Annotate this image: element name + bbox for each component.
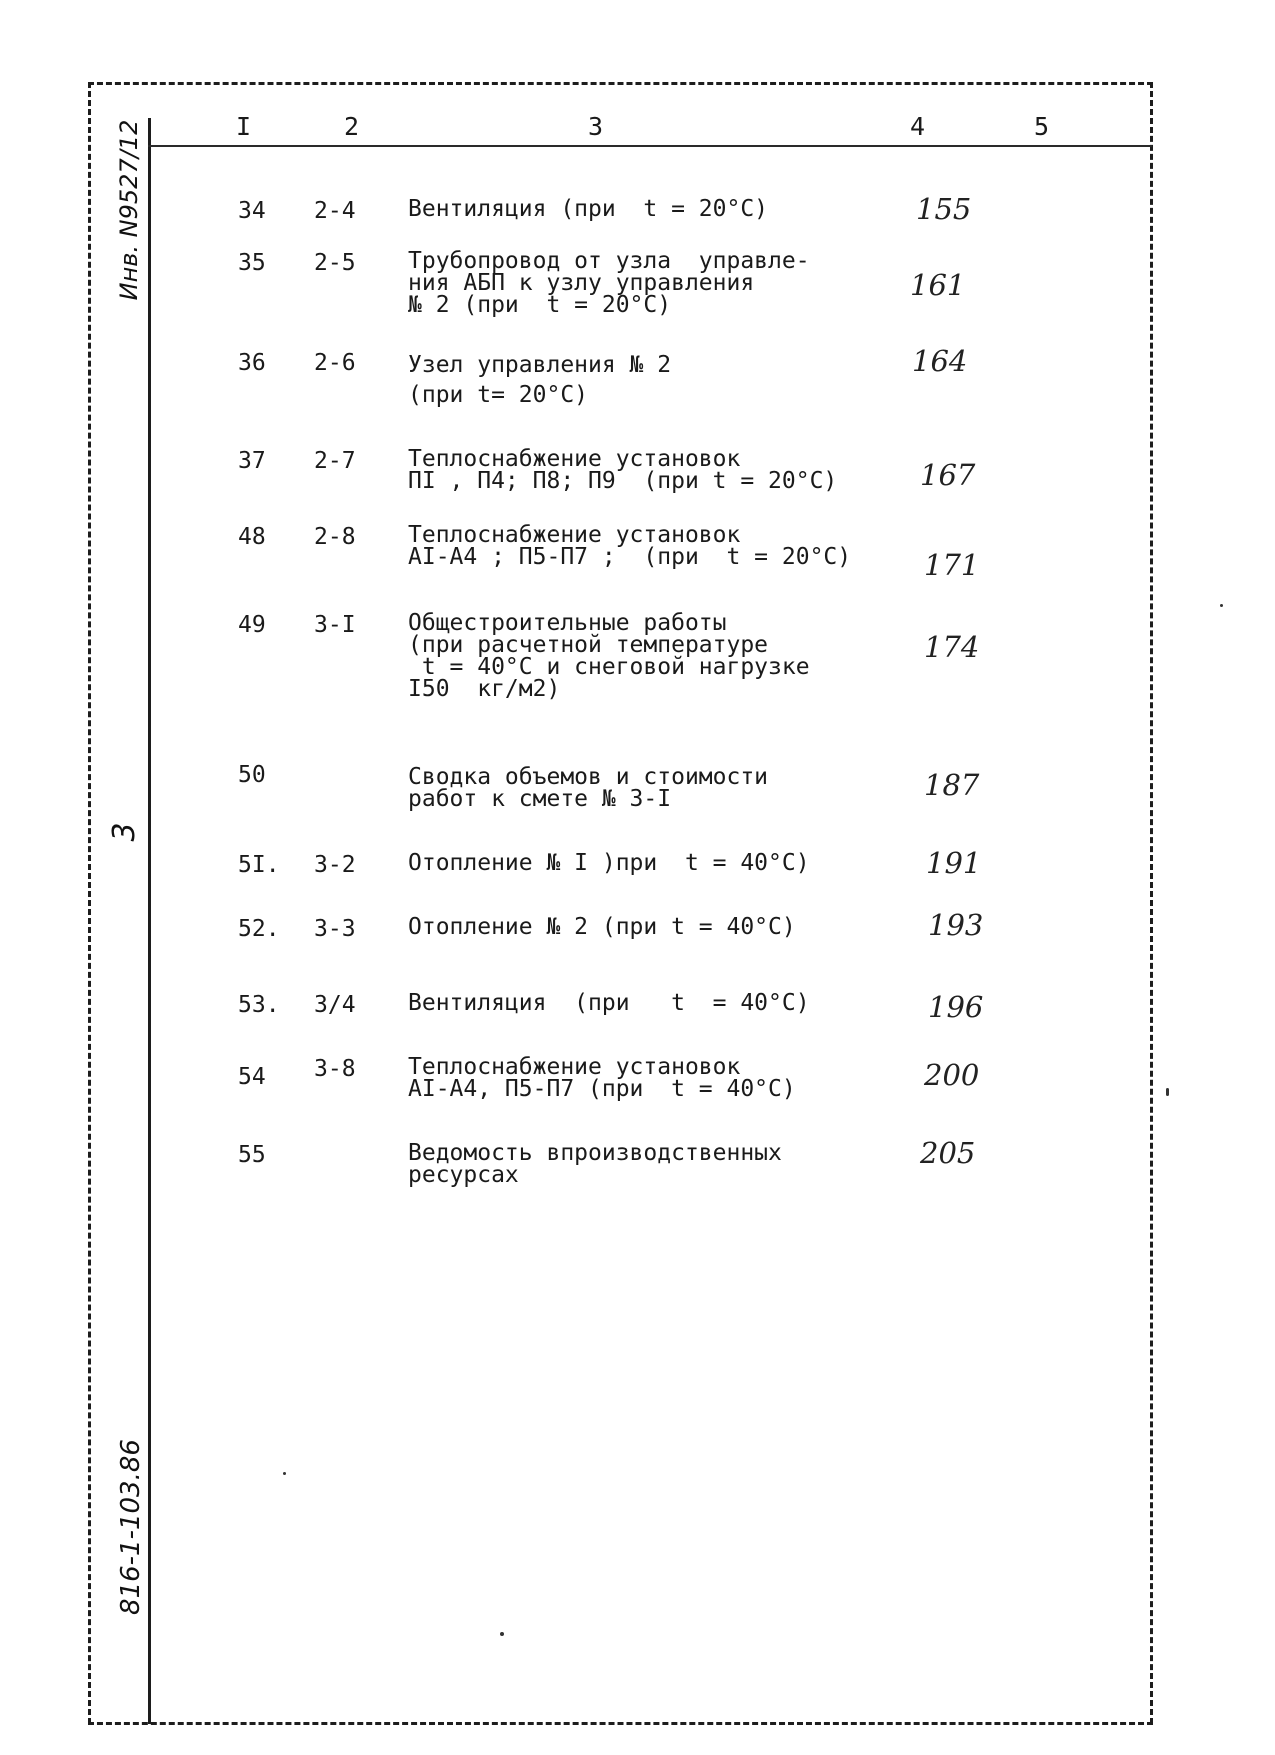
row-page: 193	[928, 908, 984, 942]
row-page: 174	[924, 630, 980, 664]
row-number: 37	[238, 448, 266, 474]
row-number: 54	[238, 1064, 266, 1090]
row-title: Отопление № 2 (при t = 40°C)	[408, 914, 796, 940]
header-col-3: 3	[588, 112, 604, 141]
frame-top-border	[88, 82, 1153, 85]
header-underline	[148, 145, 1152, 147]
row-code: 2-6	[314, 350, 356, 376]
row-page: 205	[920, 1136, 976, 1170]
row-number: 34	[238, 198, 266, 224]
header-col-5: 5	[1034, 112, 1050, 141]
row-page: 161	[910, 268, 966, 302]
row-number: 52.	[238, 916, 280, 942]
frame-left-border	[88, 82, 91, 1724]
document-code: 816-1-103.86	[116, 1439, 146, 1615]
row-title: Общестроительные работы (при расчетной температуре t = 40°C и снеговой нагрузке I50 кг/м2)	[408, 610, 810, 702]
row-code: 2-5	[314, 250, 356, 276]
row-number: 5I.	[238, 852, 280, 878]
row-title: Вентиляция (при t = 40°C)	[408, 990, 810, 1016]
row-page: 191	[926, 846, 982, 880]
row-page: 196	[928, 990, 984, 1024]
row-number: 53.	[238, 992, 280, 1018]
row-code: 3-8	[314, 1056, 356, 1082]
row-title: Теплоснабжение установок AI-A4 ; П5-П7 ; (при t = 20°C)	[408, 522, 852, 570]
header-col-4: 4	[910, 112, 926, 141]
row-title: Ведомость впроизводственных ресурсах	[408, 1140, 782, 1188]
row-code: 3-I	[314, 612, 356, 638]
sheet-number: 3	[107, 822, 142, 842]
row-number: 36	[238, 350, 266, 376]
header-col-1: I	[236, 112, 252, 141]
header-col-2: 2	[344, 112, 360, 141]
scan-speck	[500, 1632, 504, 1636]
row-number: 50	[238, 762, 266, 788]
frame-right-border	[1150, 82, 1153, 1724]
row-title: Сводка объемов и стоимости работ к смете № 3-I	[408, 764, 769, 812]
inventory-number: Инв. N9527/12	[115, 119, 143, 301]
row-page: 155	[916, 192, 972, 226]
scan-speck	[1220, 604, 1223, 607]
row-number: 49	[238, 612, 266, 638]
row-number: 35	[238, 250, 266, 276]
row-number: 55	[238, 1142, 266, 1168]
row-code: 2-4	[314, 198, 356, 224]
row-code: 3/4	[314, 992, 356, 1018]
row-title: Трубопровод от узла управле- ния АБП к узлу управления № 2 (при t = 20°C)	[408, 248, 810, 318]
row-title: Узел управления № 2 (при t= 20°C)	[408, 352, 672, 408]
row-title: Отопление № I )при t = 40°C)	[408, 850, 810, 876]
row-title: Теплоснабжение установок ПI , П4; П8; П9 (при t = 20°C)	[408, 446, 838, 494]
row-code: 3-3	[314, 916, 356, 942]
scan-speck	[283, 1472, 286, 1475]
row-page: 171	[924, 548, 980, 582]
row-title: Вентиляция (при t = 20°C)	[408, 196, 769, 222]
scan-speck	[1166, 1088, 1169, 1096]
row-code: 3-2	[314, 852, 356, 878]
row-page: 187	[924, 768, 980, 802]
row-code: 2-7	[314, 448, 356, 474]
row-page: 167	[920, 458, 976, 492]
row-page: 164	[912, 344, 968, 378]
row-code: 2-8	[314, 524, 356, 550]
row-number: 48	[238, 524, 266, 550]
row-title: Теплоснабжение установок AI-A4, П5-П7 (при t = 40°C)	[408, 1054, 796, 1102]
frame-bottom-border	[88, 1722, 1153, 1725]
row-page: 200	[924, 1058, 980, 1092]
